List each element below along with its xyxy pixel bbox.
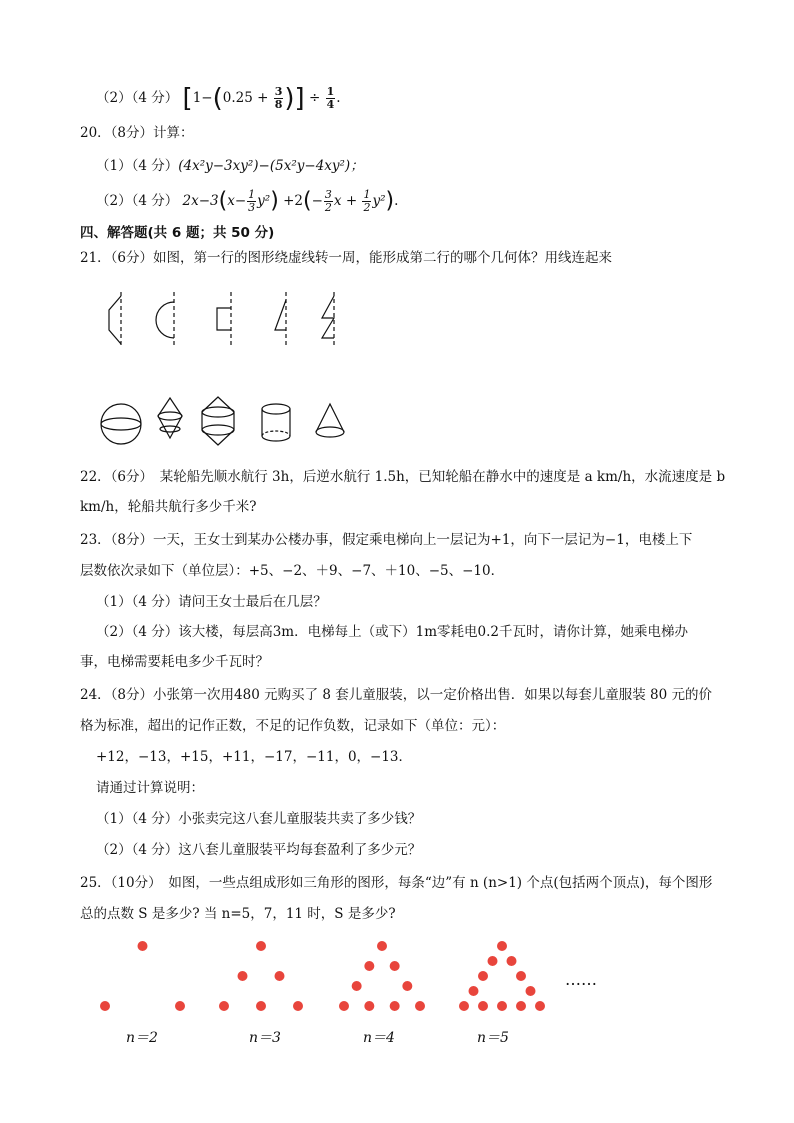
label-n3: n＝3 [249, 1030, 281, 1046]
dot-n5-4 [516, 971, 526, 981]
label-n4: n＝4 [363, 1030, 395, 1046]
dot-layer [100, 941, 545, 1011]
q25-line2: 总的点数 S 是多少? 当 n=5，7，11 时，S 是多少? [80, 906, 396, 922]
rotation-shape-semicircle [156, 292, 174, 348]
solid-sphere [101, 404, 141, 444]
q20-heading: 20．（8分）计算： [80, 125, 194, 141]
rotation-shape-trapezoid [109, 292, 121, 348]
q23-part2-line1: （2）（4 分）该大楼，每层高3m．电梯每上（或下）1m零耗电0.2千瓦时，请你计算，她乘电梯办 [96, 624, 688, 640]
dot-n5-9 [478, 1001, 488, 1011]
dot-n4-0 [377, 941, 387, 951]
dot-n5-5 [469, 986, 479, 996]
dot-n2-2 [175, 1001, 185, 1011]
dot-n5-1 [488, 956, 498, 966]
dot-n4-7 [364, 1001, 374, 1011]
dot-n4-6 [415, 1001, 425, 1011]
solid-double-cone [158, 398, 182, 438]
dot-n5-10 [497, 1001, 507, 1011]
dot-n4-8 [390, 1001, 400, 1011]
q20-part2: （2）（4 分） 2x−3(x− $\frac{1}{3}$ y²) +2(− $\frac{3}{2}$ x + $\frac{1}{2}$ y²). [96, 188, 399, 214]
dot-n3-5 [256, 1001, 266, 1011]
q24-data: +12，−13，+15，+11，−17，−11，0，−13． [96, 749, 413, 765]
q21-text: 21．（6分）如图，第一行的图形绕虚线转一周，能形成第二行的哪个几何体？用线连起来 [80, 250, 613, 266]
solid-cone-cylinder-cone [202, 397, 234, 445]
rotation-shape-triangle [275, 292, 286, 348]
q19-part2: （2）（4 分） [1−(0.25 + $\frac{3}{8}$ )] ÷ $\frac{1}{4}$ . [96, 83, 341, 114]
q20-part1: （1）（4 分）(4x²y−3xy²)−(5x²y−4xy²)； [96, 158, 364, 174]
label-n2: n＝2 [126, 1030, 158, 1046]
dot-n5-2 [507, 956, 517, 966]
dot-n4-2 [390, 961, 400, 971]
q24-intro: 请通过计算说明： [96, 780, 204, 796]
dot-n5-8 [535, 1001, 545, 1011]
ellipsis: …… [565, 970, 597, 989]
q25-line1: 25．（10分） 如图，一些点组成形如三角形的图形，每条“边”有 n (n>1) 个点(包括两个顶点)，每个图形 [80, 875, 713, 891]
q24-part2: （2）（4 分）这八套儿童服装平均每套盈利了多少元？ [96, 842, 422, 858]
dot-n5-7 [459, 1001, 469, 1011]
section-4-heading: 四、解答题(共 6 题；共 50 分) [80, 225, 275, 241]
q23-part1: （1）（4 分）请问王女士最后在几层？ [96, 594, 327, 610]
q23-line2: 层数依次录如下（单位层）：+5、−2、＋9、−7、＋10、−5、−10． [80, 563, 505, 579]
q24-line1: 24．（8分）小张第一次用480 元购买了 8 套儿童服装，以一定价格出售．如果以每套儿童服装 80 元的价 [80, 687, 713, 703]
dot-n3-2 [275, 971, 285, 981]
dot-n2-1 [100, 1001, 110, 1011]
dot-n3-3 [219, 1001, 229, 1011]
solid-cone [316, 404, 344, 437]
dot-n2-0 [138, 941, 148, 951]
q23-line1: 23．（8分）一天，王女士到某办公楼办事，假定乘电梯向上一层记为+1，向下一层记为−1，电楼上下 [80, 532, 693, 548]
q24-part1: （1）（4 分）小张卖完这八套儿童服装共卖了多少钱？ [96, 811, 422, 827]
dot-n5-6 [526, 986, 536, 996]
dot-n3-1 [238, 971, 248, 981]
q22-line1: 22．（6分） 某轮船先顺水航行 3h，后逆水航行 1.5h，已知轮船在静水中的速度是 a km/h，水流速度是 b [80, 469, 726, 485]
dot-n5-0 [497, 941, 507, 951]
dot-n4-4 [402, 981, 412, 991]
label-n5: n＝5 [477, 1030, 509, 1046]
dot-n4-1 [364, 961, 374, 971]
dot-n5-3 [478, 971, 488, 981]
q23-part2-line2: 事，电梯需要耗电多少千瓦时？ [80, 654, 269, 670]
dot-n5-11 [516, 1001, 526, 1011]
dot-n3-0 [256, 941, 266, 951]
q22-line2: km/h，轮船共航行多少千米? [80, 499, 257, 515]
q19-part2-label: （2）（4 分） [96, 90, 179, 106]
q21-figures [0, 282, 794, 452]
dot-n4-3 [352, 981, 362, 991]
dot-n3-4 [293, 1001, 303, 1011]
rotation-shape-rectangle [217, 292, 231, 348]
solid-cylinder [262, 404, 290, 441]
q25-dot-triangles [0, 932, 794, 1052]
dot-n4-5 [339, 1001, 349, 1011]
q24-line2: 格为标准，超出的记作正数，不足的记作负数，记录如下（单位：元）： [80, 718, 506, 734]
rotation-shape-double-triangle [322, 292, 334, 348]
